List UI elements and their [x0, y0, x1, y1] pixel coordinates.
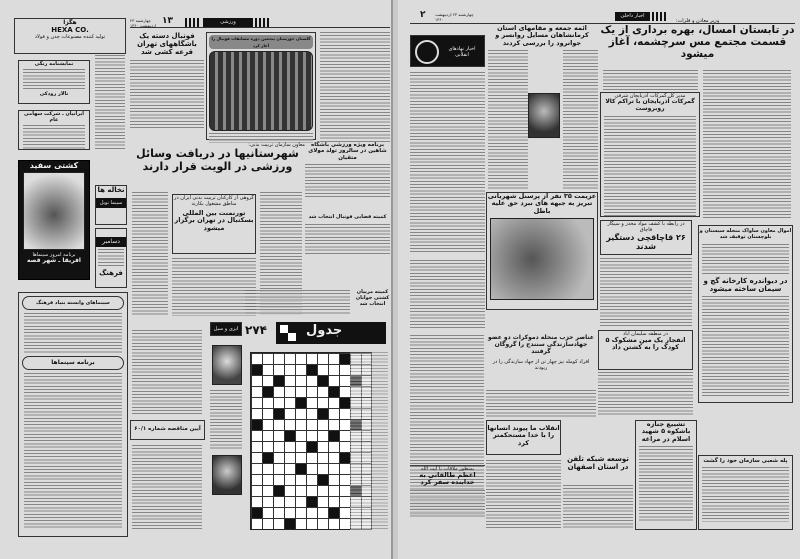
- left-page: [0, 0, 393, 559]
- photo-article: [206, 32, 316, 140]
- taleghani-kicker: بمنظور ملاقات با آیت الله: [420, 466, 475, 472]
- left-section-label: ورزشی: [203, 18, 253, 27]
- cinema-band-2: برنامه سینماها: [22, 356, 124, 370]
- smugglers-headline: ۲۶ قاچاقچی دستگیر شدند: [606, 233, 686, 252]
- ship-ad: [18, 160, 90, 280]
- democrats-headline: عناصر حزب منحله دموکرات دو عضو جهادسازندگی سنندج را گروگان گرفتند: [488, 334, 594, 355]
- emblem-icon: [415, 40, 439, 64]
- smugglers-kicker: در رابطه با کشف مواد مخدر و سیگار قاچاق: [607, 221, 685, 233]
- crossword-logo-icon: [280, 325, 296, 341]
- ad-text: تولید کننده مصنوعات چدن و فولاد: [34, 34, 106, 41]
- tender-box: [130, 420, 205, 440]
- right-box-headline: پله شعبی سازمان خود را گشت: [703, 458, 788, 464]
- tabriz-headline: عزیمت ۳۵ نفر از پرسنل شهربانی تبریز به جبهه های نبرد حق علیه باطل: [487, 192, 597, 215]
- ship-ad-image: [23, 172, 85, 250]
- explosion-article: [598, 330, 693, 370]
- december-ad: [95, 228, 127, 288]
- main-article: [130, 142, 305, 187]
- democrats-article: [486, 335, 596, 385]
- nokhaleha-cinema: سینما نوبل: [96, 198, 126, 208]
- hexa-ad: [14, 18, 126, 54]
- right-bottom-box: [698, 455, 793, 530]
- customs-kicker: مدیر کل گمرکات آذربایجان شرقی: [614, 93, 686, 99]
- basketball-kicker: گروهی از کارکنان تربیت بدنی ایران در مناطق مشغول بکارند: [174, 195, 254, 207]
- left-page-number: ۱۳: [162, 16, 173, 26]
- crossword-title: جدول: [306, 323, 343, 338]
- shahin-article: [305, 142, 390, 202]
- main-kicker: معاون سازمان تربیت بدنی:: [248, 142, 305, 148]
- december-title: دسامبر: [96, 237, 126, 247]
- emblem-caption: اخبار نهادهای انقلابی: [448, 46, 476, 58]
- cinema-listings: [18, 292, 128, 537]
- left-header: [130, 18, 390, 28]
- main-headline: شهرستانیها در دریافت وسائل ورزشی در الویت قرار دارند: [136, 147, 299, 173]
- cinema-ad: [18, 60, 90, 104]
- customs-headline: گمرکات آذربایجان با تراکم کالا روبروست: [605, 98, 695, 112]
- top-article: [600, 18, 795, 68]
- ship-ad-title: کشتی سفید: [29, 161, 79, 170]
- revolution-headline: انقلاب ما پیوند انسانها را با خدا مستحکمتر کرد: [487, 424, 560, 447]
- ad-title: هگزا: [63, 19, 77, 26]
- crossword-title-banner: [276, 322, 386, 344]
- right-column-box: [698, 225, 793, 403]
- committee-headline: کمیته قضایی فوتبال انتخاب شد: [308, 214, 387, 220]
- nokhaleha-title: نخاله ها: [97, 186, 125, 194]
- nokhaleha-ad: [95, 185, 127, 225]
- wrestling-article: [355, 290, 390, 320]
- taleghani-headline: اعظم طالقانی به خدابنده سفر کرد: [419, 471, 476, 487]
- basketball-headline: تورنمنت بین المللی بسکتبال در تهران برگزار میشود: [174, 209, 254, 232]
- customs-article: [600, 92, 700, 217]
- wrestling-headline: کمیته مربیان کشتی جوانان انتخاب شد: [355, 289, 390, 307]
- football-headline: فوتبال دسته یک باشگاههای تهران قرعه کشی شد: [137, 32, 197, 57]
- smugglers-article: [600, 220, 692, 255]
- easy-hard-label: ایزی و سیل: [210, 322, 242, 336]
- cinema-band-1: سینماهای وابسته بنیاد فرهنگ: [22, 296, 124, 310]
- right-page: [398, 0, 800, 559]
- taleghani-article: [410, 465, 485, 530]
- left-date: چهارشنبه ۲۳ اردیبهشت ۱۳۶۰: [130, 18, 157, 28]
- funeral-headline: تشییع جنازه باشکوه ۵ شهید اسلام در مراغه: [641, 420, 691, 443]
- explosion-kicker: در منطقه سلیمان آباد: [623, 331, 668, 337]
- crossword-number: ۲۷۴: [245, 323, 267, 337]
- right-page-number: ۲: [420, 10, 426, 20]
- kerman-headline: ائمه جمعه و مقامهای استان کرمانشاهان مسایل روانسر و جوانرود را بررسی کردند: [495, 24, 589, 47]
- tender-title: آیین مناقصه شماره ۶۰/۱: [134, 426, 201, 432]
- photo-banner: گلستان خوزستان پنجمین دوره مسابقات فوتبال را آغاز کرد: [209, 35, 313, 49]
- football-article: [130, 32, 204, 137]
- kerman-article: [486, 25, 598, 47]
- sistan-headline: اموال معاون ساواک منحله سیستان و بلوچستان توقیف شد: [699, 228, 792, 240]
- right-section-label: اخبار داخلی: [615, 12, 650, 21]
- shahin-headline: برنامه ویژه ورزشی باشگاه شاهین در سالروز تولد مولای متقیان: [308, 142, 387, 161]
- democrats-sub: افراد کومله نیز چهار تن از جهاد سازندگی را در ربودند: [492, 358, 590, 371]
- revolution-article: [486, 420, 561, 455]
- ad-cinema-title: نمایشنامه رنگی: [34, 61, 74, 67]
- portrait-photo: [528, 93, 560, 138]
- ad-brand: HEXA CO.: [51, 26, 89, 35]
- basketball-box: [172, 194, 256, 254]
- phone-headline: توسعه شبکه تلفن در استان اصفهان: [567, 455, 629, 472]
- december-cinema: فرهنگ: [99, 269, 123, 277]
- top-kicker: وزیر معادن و فلزات:: [675, 18, 720, 24]
- phone-article: [563, 455, 633, 480]
- cement-headline: در دیواندره کارخانه گچ و سیمان ساخته میشود: [703, 276, 788, 293]
- ad-cinema-sub: تالار رودکی: [39, 91, 69, 97]
- committee-article: [305, 215, 390, 260]
- explosion-headline: انفجار یک مین مشکوک ۵ کودک را به کشتن داد: [605, 336, 686, 352]
- top-headline: در تابستان امسال، بهره برداری از یک قسمت مجتمع مس سرچشمه، آغاز میشود: [600, 24, 795, 61]
- emblem-box: [410, 35, 485, 67]
- tabriz-article: [486, 192, 598, 310]
- team-photo: [209, 51, 313, 131]
- funeral-article: [635, 420, 697, 530]
- right-date: چهارشنبه ۲۳ اردیبهشت ۱۳۶۰: [435, 12, 474, 22]
- ship-ad-footer: افریقا ـ شهر قصه: [27, 257, 81, 265]
- ad-iran-title: ایرانیان ـ شرکت سهامی عام: [24, 111, 84, 123]
- tabriz-photo: [490, 218, 594, 300]
- iran-ad: [18, 110, 90, 150]
- portrait-photo-2: [212, 455, 242, 495]
- portrait-photo-1: [212, 345, 242, 385]
- ship-ad-sub: برنامه امروز سینماها: [32, 252, 76, 259]
